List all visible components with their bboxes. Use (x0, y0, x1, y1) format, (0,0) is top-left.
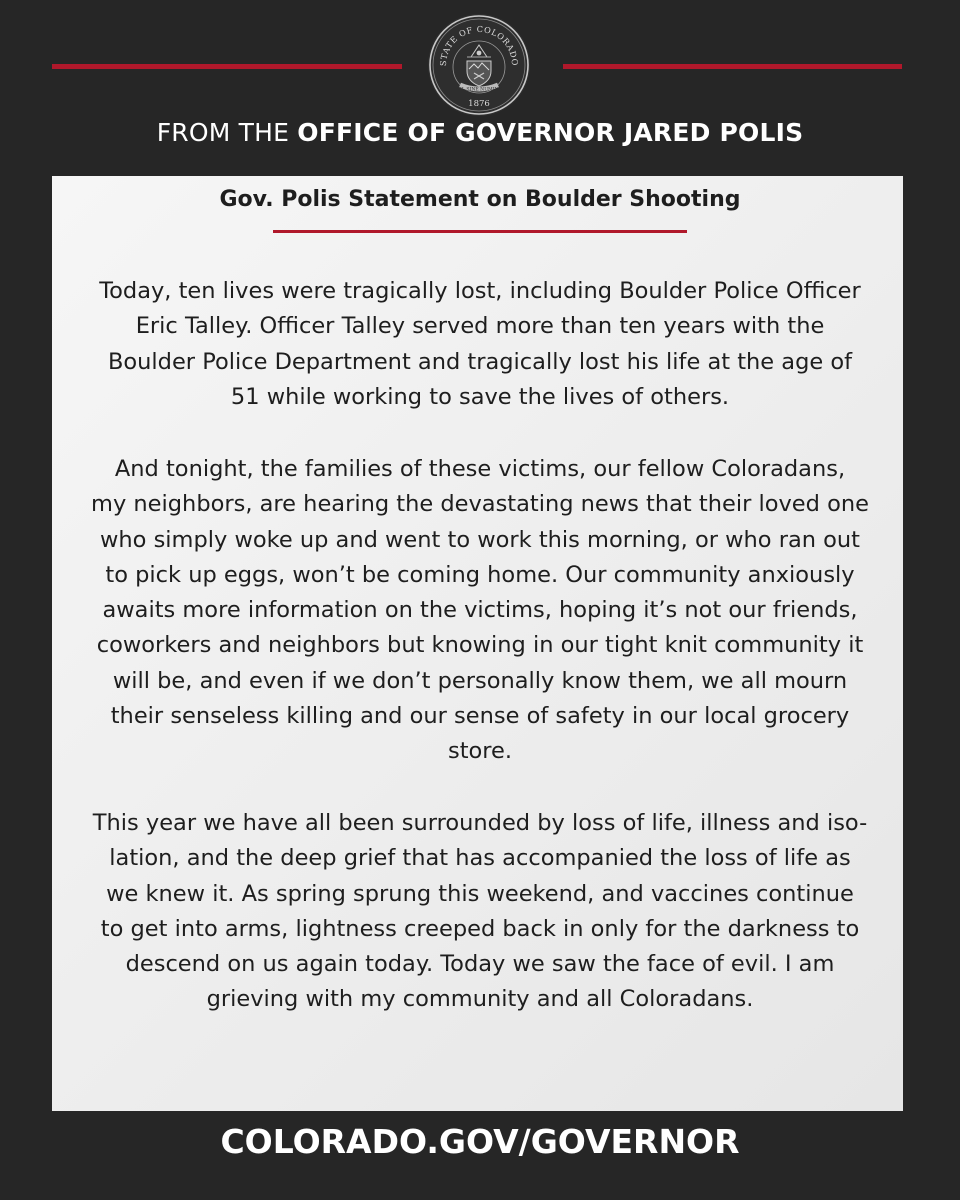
paragraph-line: who simply woke up and went to work this morning, or who ran out (99, 526, 860, 553)
paragraph-line: This year we have all been surrounded by loss of life, illness and iso- (92, 810, 868, 836)
paragraph-line: Today, ten lives were tragically lost, including Boulder Police Officer (99, 278, 861, 304)
paragraph-line: store. (447, 738, 513, 765)
title-underline (273, 230, 687, 233)
paragraph-line: to get into arms, lightness creeped back in only for the darkness to (100, 915, 860, 942)
office-header-prefix: FROM THE (156, 118, 298, 147)
paragraph-line: my neighbors, are hearing the devastating news that their loved one (91, 491, 869, 518)
seal-year: 1876 (468, 99, 490, 109)
paragraph-line: 51 while working to save the lives of others. (230, 383, 730, 410)
paragraph-line: their senseless killing and our sense of safety in our local grocery (110, 703, 850, 730)
paragraph-line: And tonight, the families of these victims, our fellow Coloradans, (114, 456, 846, 482)
paragraph-line: coworkers and neighbors but knowing in our tight knit community it (96, 632, 864, 659)
paragraph-line: we knew it. As spring sprung this weekend, and vaccines continue (106, 880, 854, 907)
paragraph-line: descend on us again today. Today we saw the face of evil. I am (125, 951, 835, 978)
statement-paragraph-2 (60, 452, 900, 770)
statement-paragraph-1 (60, 274, 900, 415)
paragraph-line: will be, and even if we don’t personally know them, we all mourn (112, 667, 848, 694)
header-divider-left (52, 64, 402, 69)
paragraph-line: to pick up eggs, won’t be coming home. Our community anxiously (105, 561, 855, 588)
header-divider-right (563, 64, 902, 69)
seal-motto: NIL SINE NUMINE (456, 87, 502, 93)
statement-paragraph-3 (60, 806, 900, 1018)
office-header (0, 118, 960, 147)
paragraph-line: awaits more information on the victims, hoping it’s not our friends, (102, 597, 858, 624)
colorado-state-seal-icon (427, 13, 531, 117)
footer-url: COLORADO.GOV/GOVERNOR (220, 1122, 740, 1161)
office-header-name: OFFICE OF GOVERNOR JARED POLIS (297, 118, 804, 147)
paragraph-line: Boulder Police Department and tragically lost his life at the age of (107, 348, 853, 375)
seal-top-text: STATE OF COLORADO (437, 23, 521, 67)
paragraph-line: lation, and the deep grief that has accompanied the loss of life as (109, 845, 851, 872)
paragraph-line: grieving with my community and all Coloradans. (206, 986, 754, 1013)
paragraph-line: Eric Talley. Officer Talley served more than ten years with the (135, 313, 825, 340)
statement-title: Gov. Polis Statement on Boulder Shooting (219, 187, 741, 212)
